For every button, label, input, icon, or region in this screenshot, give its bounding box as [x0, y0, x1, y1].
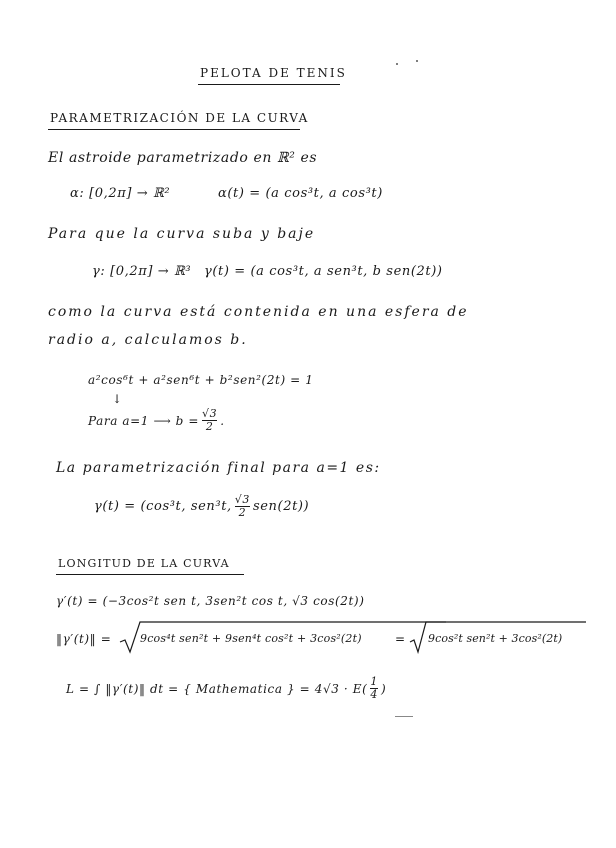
final-left: γ(t) = (cos³t, sen³t,	[94, 499, 232, 514]
fraction-denominator: 2	[238, 506, 247, 519]
fraction-denominator: 2	[205, 420, 214, 433]
equation-b-end: .	[220, 413, 225, 428]
equation-b-value	[88, 408, 225, 433]
fraction-one-quarter	[370, 676, 378, 701]
stray-line	[395, 716, 413, 717]
title-underline	[198, 84, 340, 85]
equation-sphere: a²cos⁶t + a²sen⁶t + b²sen²(2t) = 1	[88, 373, 314, 387]
text-line: El astroide parametrizado en ℝ² es	[48, 150, 318, 166]
fraction-numerator: √3	[234, 493, 250, 506]
page-title: PELOTA DE TENIS	[200, 66, 347, 80]
equation-b-left: Para a=1 ⟶ b =	[88, 413, 200, 428]
norm-radicand-1: 9cos⁴t sen²t + 9sen⁴t cos²t + 3cos²(2t)	[140, 632, 362, 645]
paper-dot	[396, 63, 398, 65]
final-parametrization	[94, 494, 309, 519]
text-line: como la curva está contenida en una esfera de	[48, 304, 469, 320]
section-heading-parametrization: PARAMETRIZACIÓN DE LA CURVA	[50, 111, 309, 125]
final-right: sen(2t))	[252, 499, 310, 514]
gamma-formula: γ(t) = (a cos³t, a sen³t, b sen(2t))	[204, 264, 443, 279]
derivative-formula: γ′(t) = (−3cos²t sen t, 3sen²t cos t, √3 cos(2t))	[56, 594, 365, 608]
text-line: La parametrización final para a=1 es:	[56, 460, 381, 476]
fraction-sqrt3-over-2	[202, 408, 217, 433]
fraction-numerator: 1	[370, 675, 378, 688]
down-arrow-icon: ↓	[112, 392, 123, 406]
length-left: L = ∫ ‖γ′(t)‖ dt = { Mathematica } = 4√3 · E(	[66, 681, 368, 696]
alpha-domain: α: [0,2π] → ℝ²	[70, 186, 171, 201]
section-heading-length: LONGITUD DE LA CURVA	[58, 557, 230, 570]
section-underline	[48, 129, 300, 130]
norm-radicand-2: 9cos²t sen²t + 3cos²(2t)	[428, 632, 563, 645]
text-line: radio a, calculamos b.	[48, 332, 248, 348]
fraction-numerator: √3	[202, 407, 218, 420]
length-right: )	[380, 681, 387, 696]
gamma-domain: γ: [0,2π] → ℝ³	[92, 264, 192, 279]
length-formula	[66, 676, 386, 701]
fraction-denominator: 4	[370, 688, 378, 701]
alpha-formula: α(t) = (a cos³t, a cos³t)	[218, 186, 383, 201]
text-line: Para que la curva suba y baje	[48, 226, 316, 242]
norm-equals: =	[395, 632, 406, 646]
fraction-sqrt3-over-2	[235, 494, 250, 519]
paper-dot	[416, 60, 418, 62]
section-underline	[56, 574, 244, 575]
norm-left: ‖γ′(t)‖ =	[56, 632, 112, 646]
